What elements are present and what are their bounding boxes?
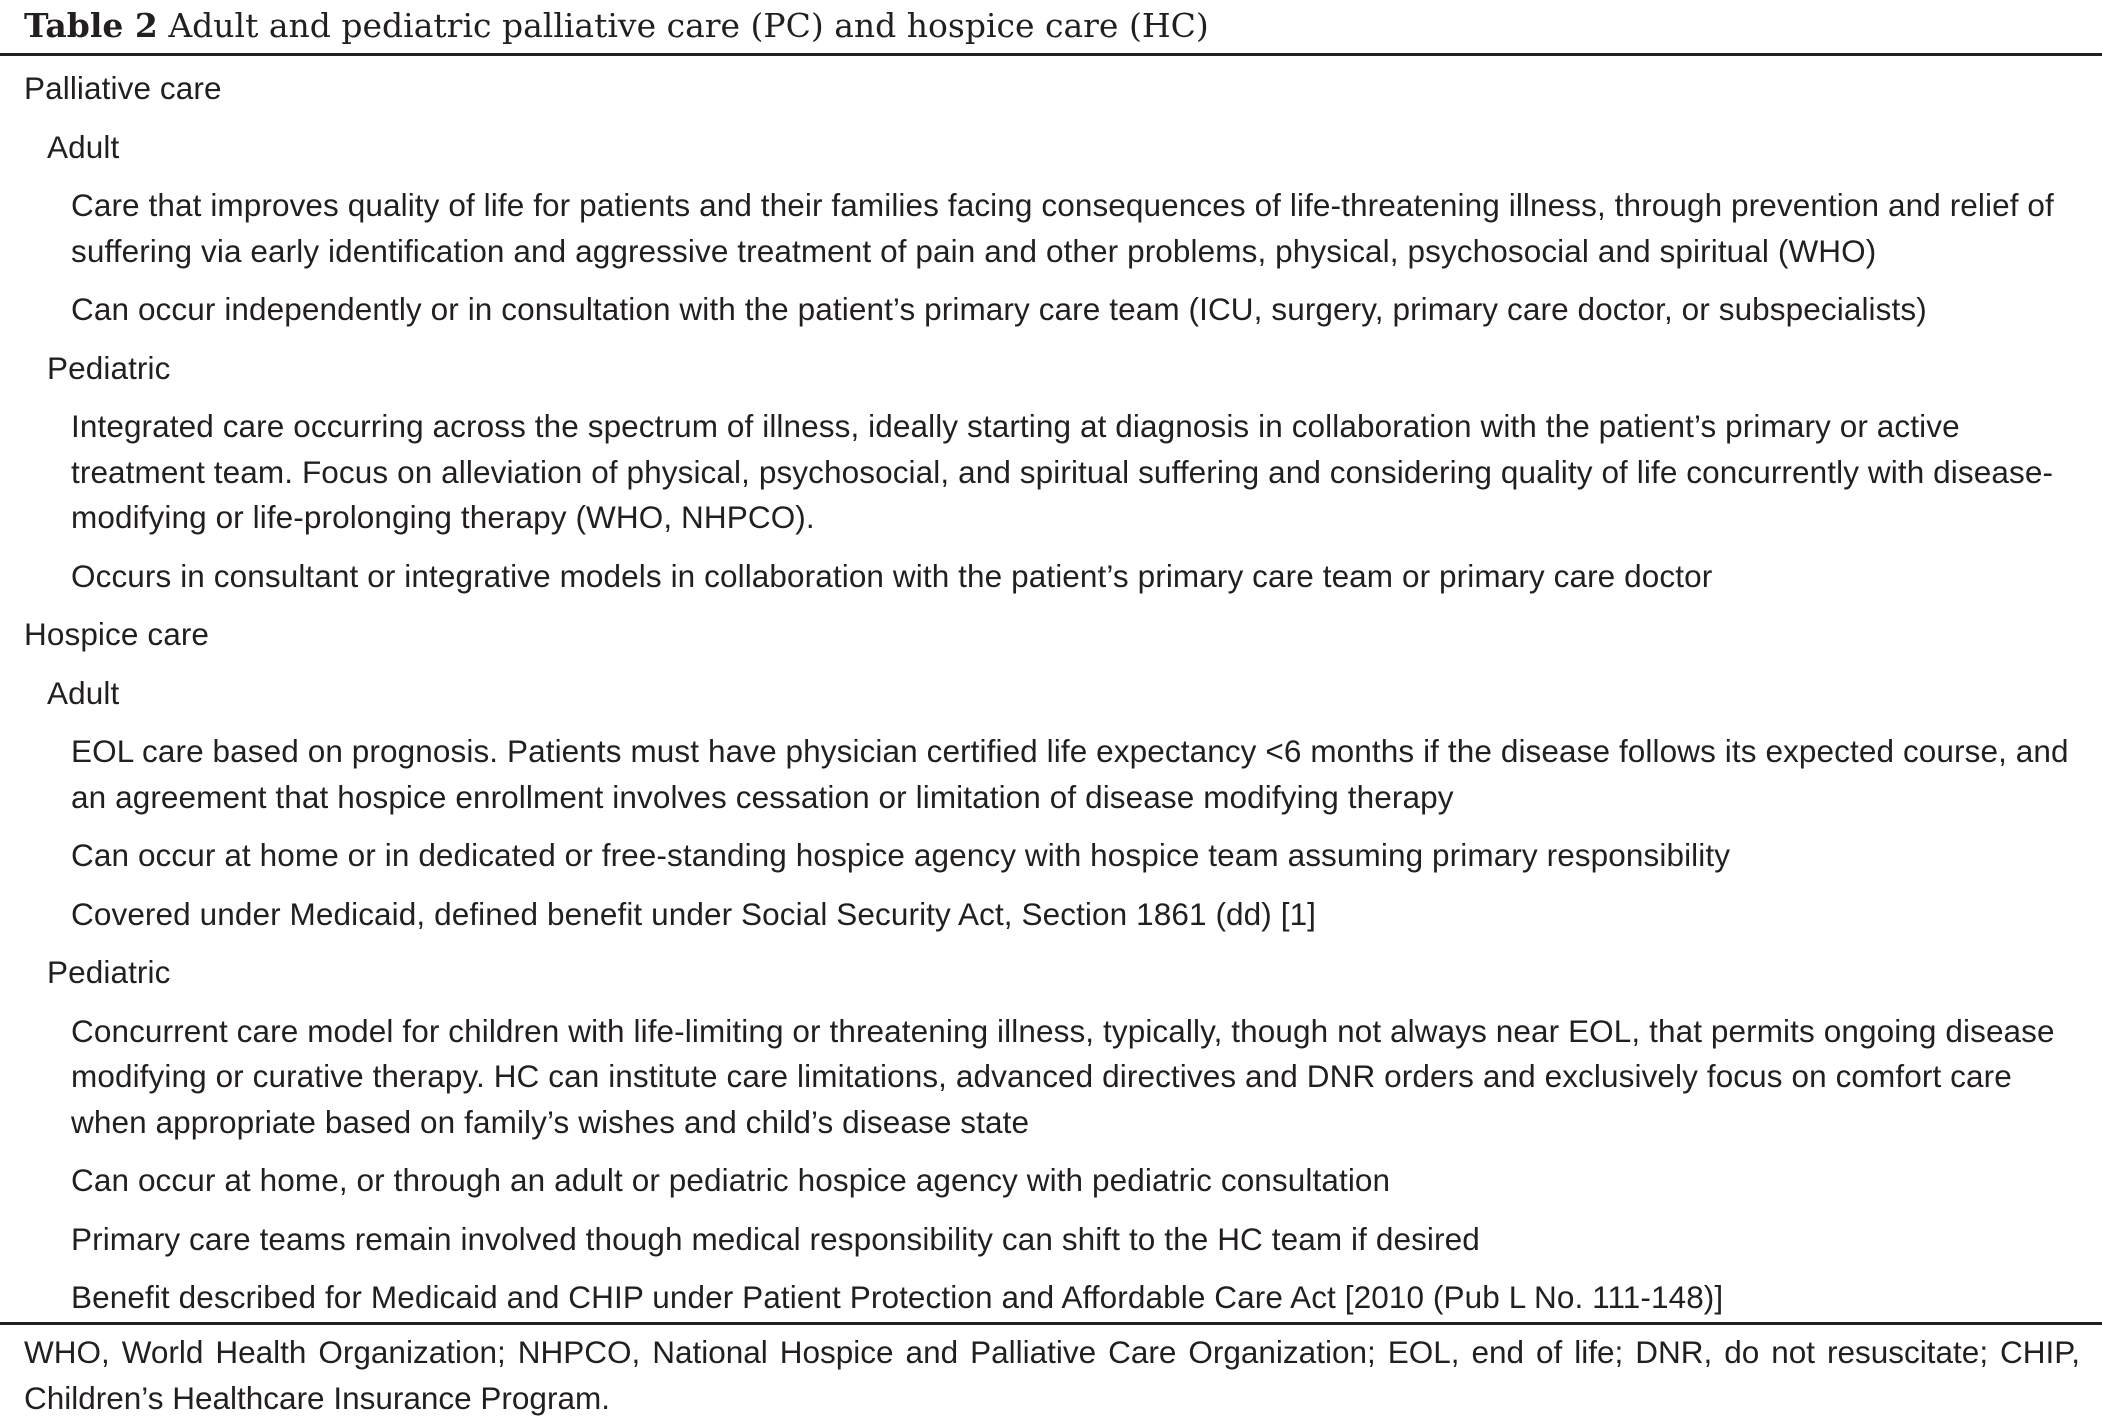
table-caption: [24, 4, 1209, 48]
section-heading-palliative-care: Palliative care: [24, 70, 222, 106]
table-row: Occurs in consultant or integrative models in collaboration with the patient’s primary care team or primary care doctor: [71, 557, 1713, 594]
table-row: Care that improves quality of life for patients and their families facing consequences of life-threatening illness, through prevention and relief of suffering via early identification and aggressive treatment of pain and other problems, physical, psychosocial and spiritual (WHO): [71, 187, 2054, 269]
table-row: Concurrent care model for children with life-limiting or threatening illness, typically, though not always near EOL, that permits ongoing disease modifying or curative therapy. HC can institute care limitations, advanced directives and DNR orders and exclusively focus on comfort care when appropriate based on family’s wishes and child’s disease state: [71, 1012, 2055, 1140]
group-heading-palliative-pediatric: Pediatric: [47, 349, 171, 386]
section-heading-hospice-care: Hospice care: [24, 616, 210, 652]
table-row: Covered under Medicaid, defined benefit under Social Security Act, Section 1861 (dd) [1]: [71, 895, 1317, 932]
table-body: [0, 60, 2102, 1328]
table-row: Can occur independently or in consultation with the patient’s primary care team (ICU, surgery, primary care doctor, or subspecialists): [71, 291, 1927, 327]
table-row: Can occur at home, or through an adult or pediatric hospice agency with pediatric consultation: [71, 1162, 1391, 1198]
table-bottom-rule: [0, 1322, 2102, 1325]
table-row: EOL care based on prognosis. Patients must have physician certified life expectancy <6 months if the disease follows its expected course, and an agreement that hospice enrollment involves cessation or limitation of disease modifying therapy: [71, 733, 2069, 815]
table-footnote: WHO, World Health Organization; NHPCO, National Hospice and Palliative Care Organization; EOL, end of life; DNR, do not resuscitate; CHIP, Children’s Healthcare Insurance Program.: [24, 1334, 2080, 1416]
table-row: Can occur at home or in dedicated or free-standing hospice agency with hospice team assuming primary responsibility: [71, 837, 1731, 873]
table-row: Benefit described for Medicaid and CHIP under Patient Protection and Affordable Care Act [2010 (Pub L No. 111-148)]: [71, 1279, 1724, 1315]
table-row: Integrated care occurring across the spectrum of illness, ideally starting at diagnosis in collaboration with the patient’s primary or active treatment team. Focus on alleviation of physical, psychosocial, and spiritual suffering and considering quality of life concurrently with disease-modifying or life-prolonging therapy (WHO, NHPCO).: [71, 408, 2054, 535]
table-number: Table 2: [24, 6, 158, 45]
table-top-rule: [0, 53, 2102, 56]
table-title: Adult and pediatric palliative care (PC) and hospice care (HC): [168, 6, 1209, 45]
table-row: Primary care teams remain involved though medical responsibility can shift to the HC team if desired: [71, 1220, 1480, 1257]
group-heading-palliative-adult: Adult: [47, 128, 120, 165]
group-heading-hospice-adult: Adult: [47, 674, 120, 711]
group-heading-hospice-pediatric: Pediatric: [47, 954, 171, 990]
